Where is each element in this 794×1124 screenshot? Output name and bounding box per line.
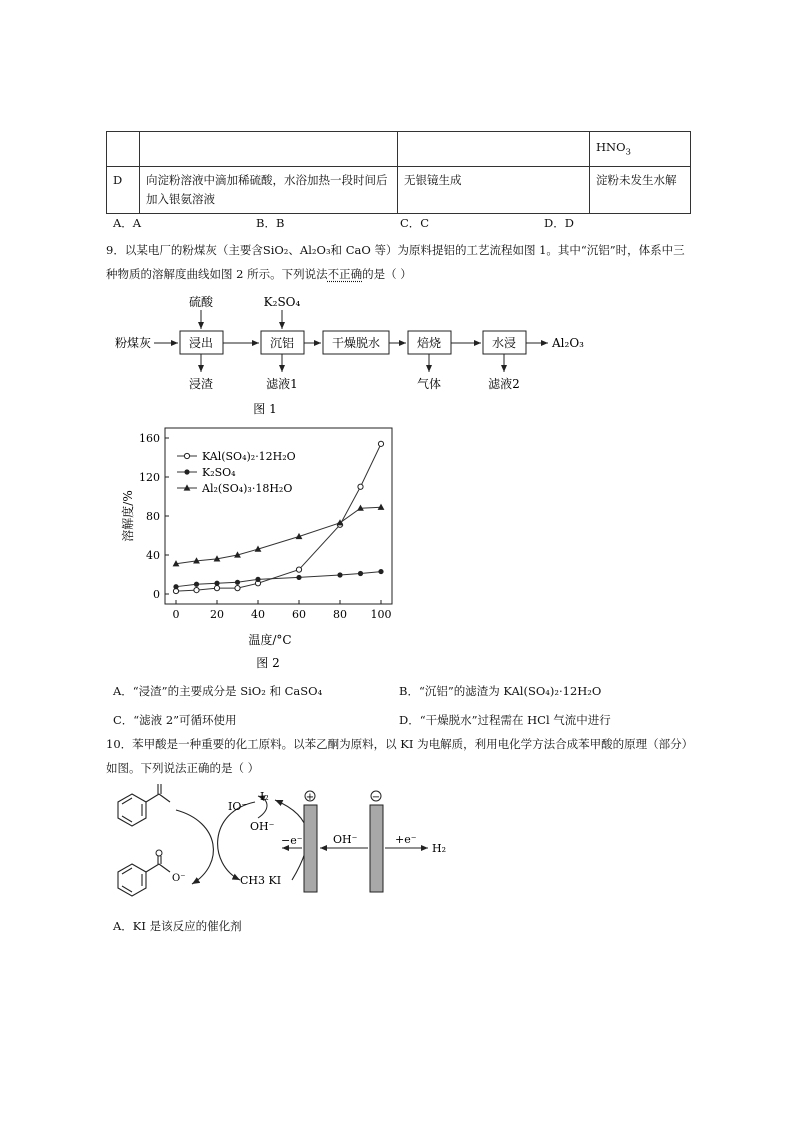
- cathode: [370, 805, 383, 892]
- x-tick-label: 100: [370, 608, 392, 621]
- q8-option-b: B．B: [256, 216, 285, 230]
- operation-cell: [140, 132, 398, 167]
- q9-stem: [106, 238, 696, 286]
- x-tick-label: 80: [333, 608, 347, 621]
- legend-marker: [184, 453, 189, 458]
- row-label: [107, 132, 140, 167]
- process-flow-diagram: [100, 292, 600, 422]
- row-label: D: [107, 167, 140, 214]
- carboxylate-label: O⁻: [172, 873, 186, 884]
- data-point-series-1: [173, 584, 178, 589]
- q9-stem-prefix: 9．以某电厂的粉煤灰（主要含: [106, 243, 263, 257]
- electron-loss: −e⁻: [281, 834, 303, 847]
- data-point-series-0: [194, 588, 199, 593]
- y-tick-label: 80: [146, 510, 160, 523]
- x-tick-label: 20: [210, 608, 224, 621]
- data-point-series-1: [235, 580, 240, 585]
- q8-option-c: C．C: [400, 216, 430, 230]
- flow-step-roast: 焙烧: [416, 336, 442, 350]
- y-tick-label: 40: [146, 549, 160, 562]
- data-point-series-1: [296, 575, 301, 580]
- x-tick-label: 40: [251, 608, 265, 621]
- hydroxide-mid: OH⁻: [333, 833, 358, 846]
- flow-output-residue: 浸渣: [188, 377, 214, 391]
- legend-label: KAl(SO₄)₂·12H₂O: [202, 450, 296, 463]
- experiment-table: [106, 131, 691, 214]
- flow-input-k2so4: K₂SO₄: [263, 295, 301, 309]
- y-tick-label: 0: [153, 588, 160, 601]
- flow-step-water-leach: 水浸: [491, 336, 517, 350]
- x-tick-label: 60: [292, 608, 306, 621]
- legend-label: Al₂(SO₄)₃·18H₂O: [202, 482, 293, 495]
- electron-gain: +e⁻: [395, 833, 417, 846]
- solubility-chart: [120, 420, 410, 680]
- q9-option-a: A．“浸渣”的主要成分是 SiO₂ 和 CaSO₄: [113, 684, 323, 698]
- series-line-2: [176, 507, 381, 564]
- q9-stem-suffix: 的是（ ）: [362, 267, 412, 281]
- electrolysis-diagram: [110, 782, 490, 900]
- data-point-series-1: [378, 569, 383, 574]
- figure2-caption: 图 2: [256, 656, 280, 670]
- data-point-series-0: [358, 484, 363, 489]
- table-row: [107, 167, 691, 214]
- flow-output-filtrate1: 滤液1: [266, 377, 298, 391]
- legend-label: K₂SO₄: [202, 466, 236, 479]
- figure1-caption: 图 1: [253, 402, 277, 416]
- flow-step-precipitate: 沉铝: [269, 336, 295, 350]
- operation-cell: 向淀粉溶液中滴加稀硫酸，水浴加热一段时间后加入银氨溶液: [140, 167, 398, 214]
- hydrogen: H₂: [432, 842, 447, 855]
- phenomenon-cell: [398, 132, 590, 167]
- phenomenon-cell: 无银镜生成: [398, 167, 590, 214]
- q9-option-d: D．“干燥脱水”过程需在 HCl 气流中进行: [399, 713, 611, 727]
- x-axis-label: 温度/°C: [248, 633, 292, 647]
- x-tick-label: 0: [172, 608, 180, 621]
- data-point-series-0: [214, 586, 219, 591]
- data-point-series-2: [378, 504, 385, 510]
- conclusion-cell: 淀粉未发生水解: [590, 167, 691, 214]
- q9-option-b: B．“沉铝”的滤渣为 KAl(SO₄)₂·12H₂O: [399, 684, 602, 698]
- data-point-series-1: [214, 581, 219, 586]
- y-axis-label: 溶解度/%: [121, 490, 135, 542]
- flow-step-leach: 浸出: [188, 336, 214, 350]
- benzoate-structure: [118, 856, 170, 896]
- q9-stem-chem: SiO₂、Al₂O₃和 CaO 等: [262, 243, 386, 257]
- conclusion-subscript: 3: [625, 147, 632, 157]
- conclusion-cell: [590, 132, 691, 167]
- q8-option-a: A．A: [113, 216, 142, 230]
- table-row: [107, 132, 691, 167]
- hydroxide-top: OH⁻: [250, 820, 275, 833]
- q9-option-c: C．“滤液 2”可循环使用: [113, 713, 237, 727]
- flow-step-dry: 干燥脱水: [331, 336, 381, 350]
- q10-option-a: A．KI 是该反应的催化剂: [113, 919, 242, 933]
- data-point-series-1: [337, 572, 342, 577]
- q10-stem: 10．苯甲酸是一种重要的化工原料。以苯乙酮为原料，以 KI 为电解质，利用电化学方法合成苯甲酸的原理（部分）如图。下列说法正确的是（ ）: [106, 737, 694, 775]
- q9-stem-mid: ）为原料提铝的工艺流程如图 1。其中“沉铝”时，体系中三种物质的溶解度曲线如图 2 所示。下列说法: [106, 243, 685, 281]
- flow-end: Al₂O₃: [552, 336, 584, 350]
- flow-output-gas: 气体: [416, 377, 442, 391]
- flow-output-filtrate2: 滤液2: [488, 377, 520, 391]
- data-point-series-1: [358, 571, 363, 576]
- data-point-series-0: [378, 441, 383, 446]
- data-point-series-0: [235, 586, 240, 591]
- y-tick-label: 120: [139, 471, 160, 484]
- flow-start: 粉煤灰: [115, 336, 152, 350]
- anode-sign: +: [305, 792, 315, 803]
- q8-option-d: D．D: [544, 216, 574, 230]
- ch3-ki: CH3 KI: [240, 874, 282, 887]
- data-point-series-1: [255, 577, 260, 582]
- io-ion: IO⁻: [228, 800, 248, 813]
- legend-marker: [184, 469, 189, 474]
- data-point-series-1: [194, 582, 199, 587]
- acetophenone-structure: [118, 784, 170, 826]
- y-tick-label: 160: [139, 432, 160, 445]
- anode: [304, 805, 317, 892]
- conclusion-text: HNO: [596, 139, 626, 154]
- cathode-sign: −: [371, 792, 381, 803]
- iodine: I₂: [260, 790, 269, 803]
- flow-input-acid: 硫酸: [188, 295, 214, 309]
- series-line-1: [176, 572, 381, 587]
- q9-stem-emphasis: 不正确: [327, 267, 363, 281]
- data-point-series-0: [296, 567, 301, 572]
